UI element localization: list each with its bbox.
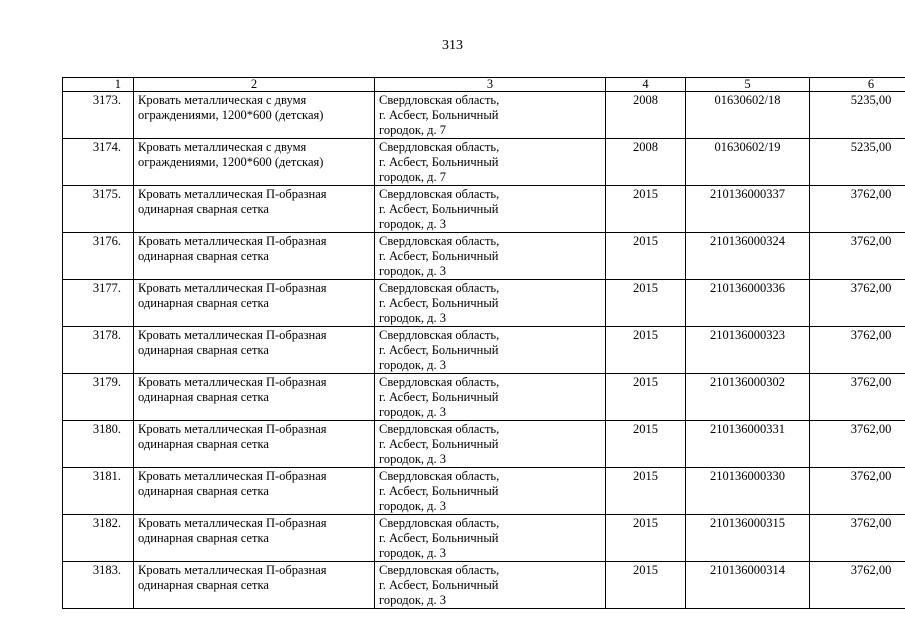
inventory-number-cell: 210136000315 [686, 515, 810, 562]
item-name-line: одинарная сварная сетка [138, 343, 269, 357]
item-name-line: ограждениями, 1200*600 (детская) [138, 108, 324, 122]
year-cell: 2008 [606, 92, 686, 139]
inventory-number-cell: 210136000336 [686, 280, 810, 327]
table-row [63, 327, 905, 374]
inventory-number-cell: 210136000323 [686, 327, 810, 374]
item-name-line: Кровать металлическая П-образная [138, 469, 327, 483]
item-name-line: ограждениями, 1200*600 (детская) [138, 155, 324, 169]
year-cell: 2015 [606, 233, 686, 280]
item-name-line: Кровать металлическая П-образная [138, 234, 327, 248]
table-row [63, 515, 905, 562]
inventory-number-cell: 210136000337 [686, 186, 810, 233]
row-number-cell: 3174. [63, 139, 134, 186]
address-line: г. Асбест, Больничный [379, 108, 499, 122]
address-cell [375, 562, 606, 609]
item-name-cell [134, 562, 375, 609]
address-line: городок, д. 3 [379, 499, 446, 513]
item-name-cell [134, 186, 375, 233]
year-cell: 2015 [606, 186, 686, 233]
address-line: Свердловская область, [379, 563, 500, 577]
address-line: г. Асбест, Больничный [379, 578, 499, 592]
address-line: г. Асбест, Больничный [379, 249, 499, 263]
table-row [63, 186, 905, 233]
table-row [63, 562, 905, 609]
row-number-cell: 3179. [63, 374, 134, 421]
item-name-line: Кровать металлическая П-образная [138, 281, 327, 295]
address-line: Свердловская область, [379, 422, 500, 436]
column-header-1: 1 [63, 78, 134, 92]
cost-cell: 3762,00 [810, 468, 905, 515]
address-cell [375, 186, 606, 233]
address-line: г. Асбест, Больничный [379, 155, 499, 169]
row-number-cell: 3183. [63, 562, 134, 609]
row-number-cell: 3182. [63, 515, 134, 562]
address-line: Свердловская область, [379, 187, 500, 201]
item-name-line: Кровать металлическая П-образная [138, 563, 327, 577]
cost-cell: 5235,00 [810, 139, 905, 186]
item-name-line: Кровать металлическая П-образная [138, 422, 327, 436]
inventory-number-cell: 210136000324 [686, 233, 810, 280]
year-cell: 2015 [606, 468, 686, 515]
year-cell: 2015 [606, 374, 686, 421]
inventory-number-cell: 01630602/19 [686, 139, 810, 186]
row-number-cell: 3177. [63, 280, 134, 327]
year-cell: 2015 [606, 515, 686, 562]
address-line: городок, д. 3 [379, 452, 446, 466]
address-line: Свердловская область, [379, 516, 500, 530]
property-table [62, 77, 905, 609]
column-header-6: 6 [810, 78, 905, 92]
item-name-line: одинарная сварная сетка [138, 578, 269, 592]
address-line: Свердловская область, [379, 469, 500, 483]
address-cell [375, 515, 606, 562]
address-cell [375, 92, 606, 139]
item-name-line: одинарная сварная сетка [138, 390, 269, 404]
item-name-cell [134, 92, 375, 139]
address-cell [375, 468, 606, 515]
item-name-cell [134, 421, 375, 468]
row-number-cell: 3173. [63, 92, 134, 139]
address-line: городок, д. 3 [379, 217, 446, 231]
item-name-line: одинарная сварная сетка [138, 249, 269, 263]
item-name-line: Кровать металлическая П-образная [138, 328, 327, 342]
address-line: городок, д. 3 [379, 311, 446, 325]
item-name-cell [134, 515, 375, 562]
item-name-cell [134, 374, 375, 421]
year-cell: 2015 [606, 327, 686, 374]
address-line: городок, д. 3 [379, 546, 446, 560]
table-row [63, 421, 905, 468]
address-line: г. Асбест, Больничный [379, 531, 499, 545]
column-header-4: 4 [606, 78, 686, 92]
cost-cell: 3762,00 [810, 327, 905, 374]
cost-cell: 3762,00 [810, 515, 905, 562]
item-name-line: одинарная сварная сетка [138, 484, 269, 498]
item-name-cell [134, 327, 375, 374]
item-name-line: одинарная сварная сетка [138, 296, 269, 310]
table-row [63, 280, 905, 327]
header-row [63, 78, 905, 92]
item-name-line: Кровать металлическая П-образная [138, 375, 327, 389]
column-header-3: 3 [375, 78, 606, 92]
column-header-2: 2 [134, 78, 375, 92]
year-cell: 2008 [606, 139, 686, 186]
page-number: 313 [442, 38, 463, 53]
address-line: г. Асбест, Больничный [379, 437, 499, 451]
cost-cell: 3762,00 [810, 233, 905, 280]
address-line: г. Асбест, Больничный [379, 202, 499, 216]
item-name-cell [134, 139, 375, 186]
address-cell [375, 233, 606, 280]
item-name-cell [134, 233, 375, 280]
cost-cell: 3762,00 [810, 280, 905, 327]
cost-cell: 3762,00 [810, 421, 905, 468]
address-line: городок, д. 7 [379, 170, 446, 184]
address-line: Свердловская область, [379, 93, 500, 107]
address-line: Свердловская область, [379, 234, 500, 248]
address-line: г. Асбест, Больничный [379, 343, 499, 357]
address-line: г. Асбест, Больничный [379, 296, 499, 310]
row-number-cell: 3176. [63, 233, 134, 280]
inventory-number-cell: 210136000330 [686, 468, 810, 515]
cost-cell: 3762,00 [810, 562, 905, 609]
item-name-cell [134, 468, 375, 515]
cost-cell: 3762,00 [810, 186, 905, 233]
address-line: городок, д. 3 [379, 405, 446, 419]
cost-cell: 5235,00 [810, 92, 905, 139]
address-cell [375, 139, 606, 186]
cost-cell: 3762,00 [810, 374, 905, 421]
item-name-line: одинарная сварная сетка [138, 531, 269, 545]
table-row [63, 92, 905, 139]
address-line: городок, д. 7 [379, 123, 446, 137]
item-name-line: одинарная сварная сетка [138, 437, 269, 451]
address-line: Свердловская область, [379, 328, 500, 342]
address-cell [375, 327, 606, 374]
item-name-cell [134, 280, 375, 327]
address-cell [375, 280, 606, 327]
address-line: Свердловская область, [379, 375, 500, 389]
address-line: г. Асбест, Больничный [379, 390, 499, 404]
table-row [63, 374, 905, 421]
address-line: Свердловская область, [379, 140, 500, 154]
row-number-cell: 3180. [63, 421, 134, 468]
item-name-line: Кровать металлическая П-образная [138, 187, 327, 201]
table-row [63, 468, 905, 515]
item-name-line: Кровать металлическая П-образная [138, 516, 327, 530]
table-body [63, 92, 905, 609]
row-number-cell: 3181. [63, 468, 134, 515]
address-line: городок, д. 3 [379, 358, 446, 372]
year-cell: 2015 [606, 562, 686, 609]
address-line: городок, д. 3 [379, 264, 446, 278]
column-header-5: 5 [686, 78, 810, 92]
year-cell: 2015 [606, 280, 686, 327]
address-line: Свердловская область, [379, 281, 500, 295]
table-row [63, 233, 905, 280]
table-row [63, 139, 905, 186]
address-line: городок, д. 3 [379, 593, 446, 607]
address-cell [375, 421, 606, 468]
inventory-number-cell: 210136000314 [686, 562, 810, 609]
row-number-cell: 3175. [63, 186, 134, 233]
inventory-number-cell: 01630602/18 [686, 92, 810, 139]
inventory-number-cell: 210136000302 [686, 374, 810, 421]
row-number-cell: 3178. [63, 327, 134, 374]
inventory-number-cell: 210136000331 [686, 421, 810, 468]
item-name-line: Кровать металлическая с двумя [138, 93, 307, 107]
item-name-line: Кровать металлическая с двумя [138, 140, 307, 154]
item-name-line: одинарная сварная сетка [138, 202, 269, 216]
address-line: г. Асбест, Больничный [379, 484, 499, 498]
address-cell [375, 374, 606, 421]
year-cell: 2015 [606, 421, 686, 468]
